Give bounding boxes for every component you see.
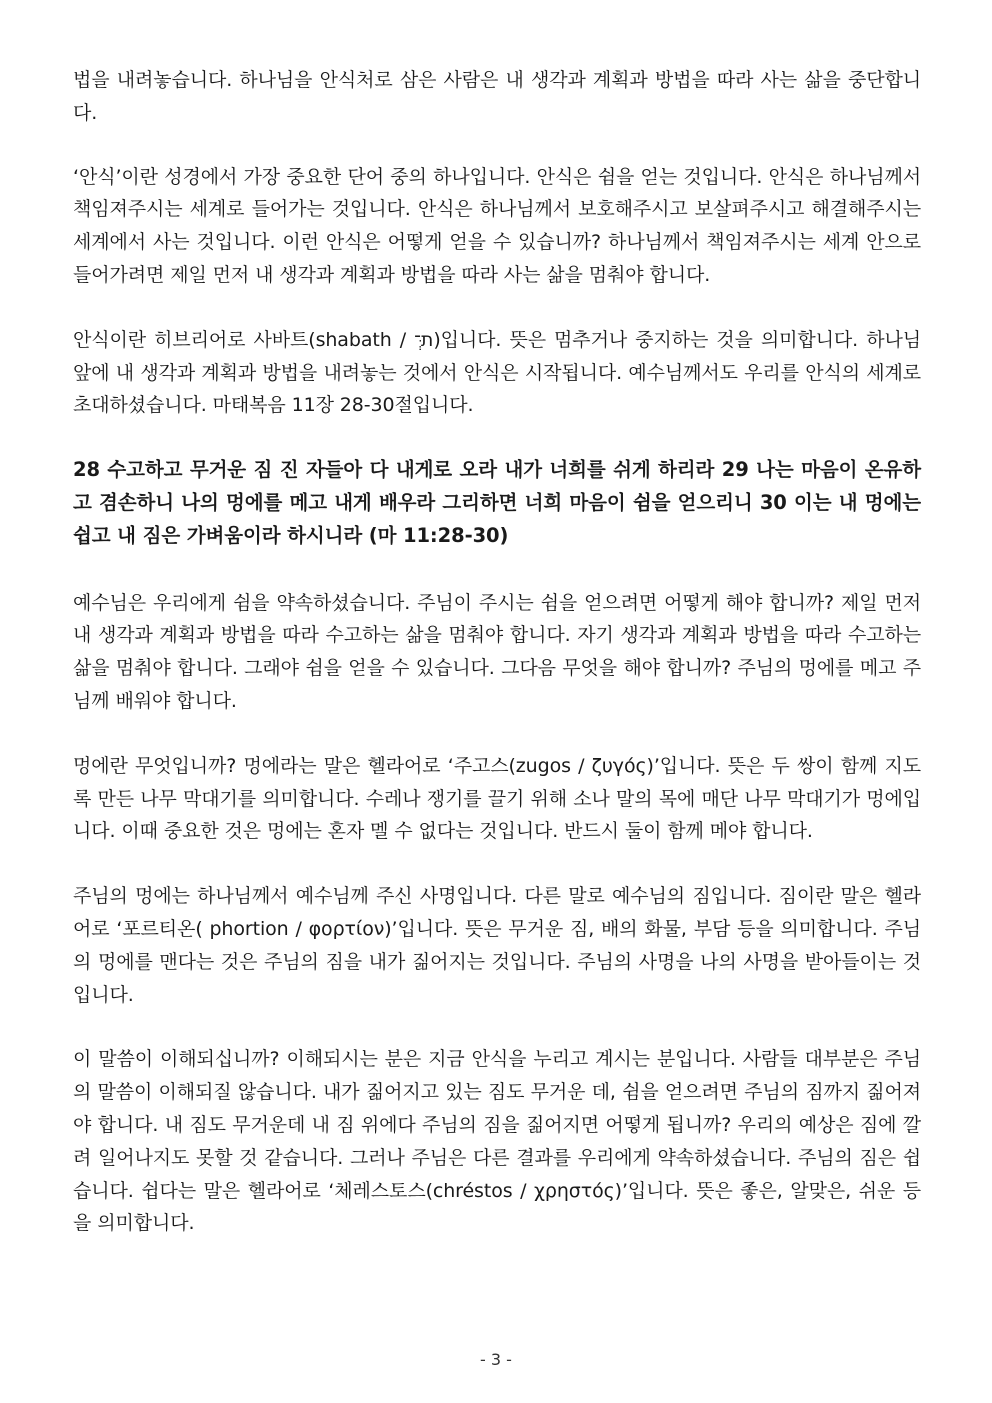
- paragraph-1: 법을 내려놓습니다. 하나님을 안식처로 삼은 사람은 내 생각과 계획과 방법을 따라 사는 삶을 중단합니다.: [73, 69, 921, 124]
- paragraph-5: 멍에란 무엇입니까? 멍에라는 말은 헬라어로 ‘주고스(zugos / ζυγός)’입니다. 뜻은 두 쌍이 함께 지도록 만든 나무 막대기를 의미합니다. 수레나 쟁기를 끌기 위해 소나 말의 목에 매단 나무 막대기가 멍에입니다. 이때 중요한 것은 멍에는 혼자 멜 수 없다는 것입니다. 반드시 둘이 함께 메야 합니다.: [73, 754, 921, 843]
- paragraph-6: 주님의 멍에는 하나님께서 예수님께 주신 사명입니다. 다른 말로 예수님의 짐입니다. 짐이란 말은 헬라어로 ‘포르티온( phortion / φορτίον)’입니다. 뜻은 무거운 짐, 배의 화물, 부담 등을 의미합니다. 주님의 멍에를 맨다는 것은 주님의 짐을 내가 짊어지는 것입니다. 주님의 사명을 나의 사명을 받아들이는 것입니다.: [73, 885, 921, 1006]
- document-body: [73, 64, 921, 1272]
- paragraph-3: 안식이란 히브리어로 사바트(shabath / ת־ְּ)입니다. 뜻은 멈추거나 중지하는 것을 의미합니다. 하나님 앞에 내 생각과 계획과 방법을 내려놓는 것에서 안식은 시작됩니다. 예수님께서도 우리를 안식의 세계로 초대하셨습니다. 마태복음 11장 28-30절입니다.: [73, 328, 921, 417]
- paragraph-4: 예수님은 우리에게 쉼을 약속하셨습니다. 주님이 주시는 쉼을 얻으려면 어떻게 해야 합니까? 제일 먼저 내 생각과 계획과 방법을 따라 수고하는 삶을 멈춰야 합니다. 자기 생각과 계획과 방법을 따라 수고하는 삶을 멈춰야 합니다. 그래야 쉼을 얻을 수 있습니다. 그다음 무엇을 해야 합니까? 주님의 멍에를 메고 주님께 배워야 합니다.: [73, 591, 921, 712]
- paragraph-2: ‘안식’이란 성경에서 가장 중요한 단어 중의 하나입니다. 안식은 쉼을 얻는 것입니다. 안식은 하나님께서 책임져주시는 세계로 들어가는 것입니다. 안식은 하나님께서 보호해주시고 보살펴주시고 해결해주시는 세계에서 사는 것입니다. 이런 안식은 어떻게 얻을 수 있습니까? 하나님께서 책임져주시는 세계 안으로 들어가려면 제일 먼저 내 생각과 계획과 방법을 따라 사는 삶을 멈춰야 합니다.: [73, 165, 921, 286]
- paragraph-7: 이 말씀이 이해되십니까? 이해되시는 분은 지금 안식을 누리고 계시는 분입니다. 사람들 대부분은 주님의 말씀이 이해되질 않습니다. 내가 짊어지고 있는 짐도 무거운 데, 쉼을 얻으려면 주님의 짐까지 짊어져야 합니다. 내 짐도 무거운데 내 짐 위에다 주님의 짐을 짊어지면 어떻게 됩니까? 우리의 예상은 짐에 깔려 일어나지도 못할 것 같습니다. 그러나 주님은 다른 결과를 우리에게 약속하셨습니다. 주님의 짐은 쉽습니다. 쉽다는 말은 헬라어로 ‘체레스토스(chréstos / χρηστός)’입니다. 뜻은 좋은, 알맞은, 쉬운 등을 의미합니다.: [73, 1048, 921, 1235]
- page-number: - 3 -: [480, 1350, 512, 1369]
- scripture-quote: 28 수고하고 무거운 짐 진 자들아 다 내게로 오라 내가 너희를 쉬게 하리라 29 나는 마음이 온유하고 겸손하니 나의 멍에를 메고 내게 배우라 그리하면 너희 마음이 쉼을 얻으리니 30 이는 내 멍에는 쉽고 내 짐은 가벼움이라 하시니라 (마 11:28-30): [73, 458, 921, 547]
